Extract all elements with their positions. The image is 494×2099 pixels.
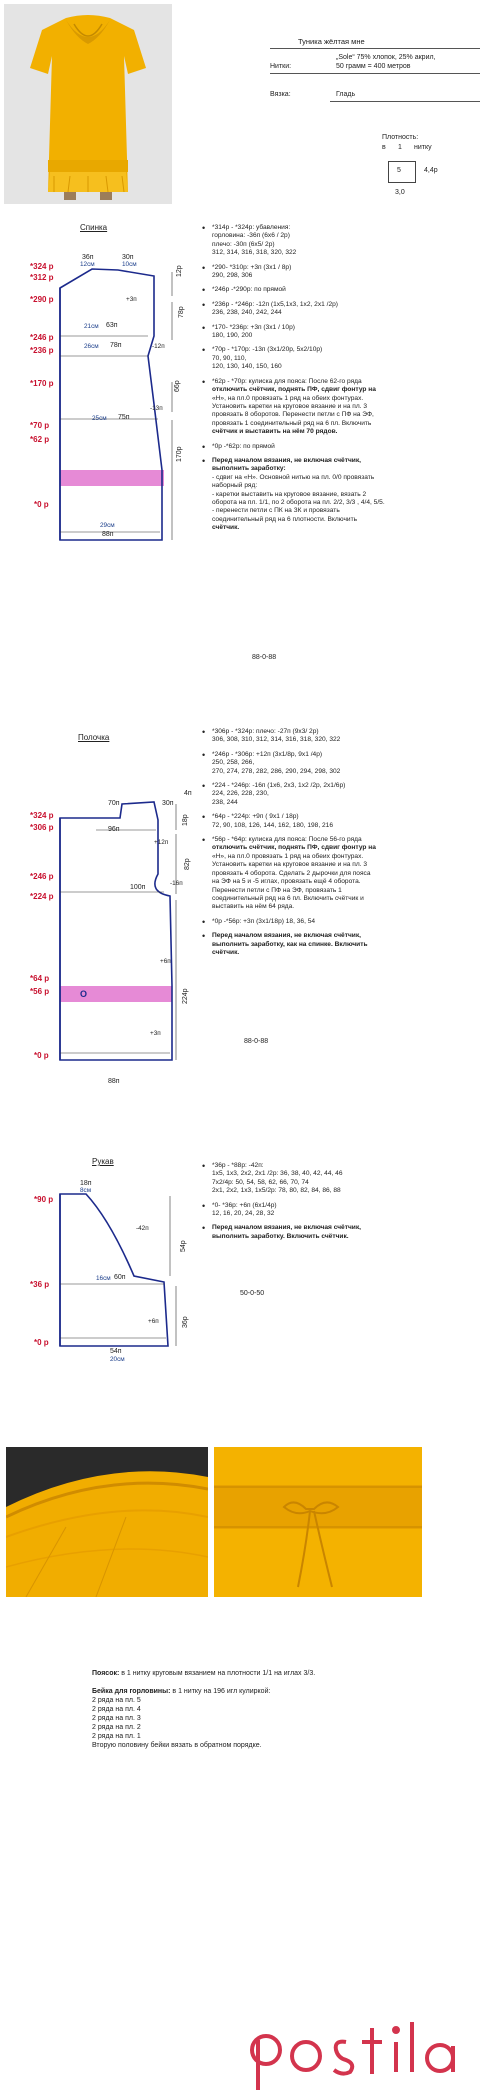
- sleeve-row-0: *0 р: [34, 1338, 49, 1347]
- back-row-70: *70 р: [30, 421, 50, 430]
- sleeve-title: Рукав: [92, 1157, 114, 1166]
- yarn-value-2: 50 грамм = 400 метров: [336, 63, 411, 70]
- sleeve-specs: • *36р - *88р: -42п: 1х5, 1х3, 2х2, 2х1 /2р: 36, 38, 40, 42, 44, 46 7х2/4р: 50, 54, 58, 62, 66, 70, 74 2х1, 2х2, 1х3, 1х5/2р: 78, 80, 82, 84, 86, 88 • *0- *36р: +6п (6х1/4р) 12, 16, 20, 24, 28, 32 • Перед началом вязания, не включая счётчик, выполнить заработку. Включить счётчик.: [200, 1162, 494, 1247]
- density-stitches: 3,0: [395, 189, 405, 196]
- back-row-290: *290 р: [30, 295, 54, 304]
- density-label: Плотность:: [382, 134, 419, 141]
- yarn-value-1: „Sole“ 75% хлопок, 25% акрил,: [336, 54, 436, 61]
- back-row-312: *312 р: [30, 273, 54, 282]
- back-row-236: *236 р: [30, 346, 54, 355]
- front-row-64: *64 р: [30, 974, 50, 983]
- back-specs: • *314р - *324р: убавления: горловина: -36п (6х6 / 2р) плечо: -30п (6х5/ 2р) 312, 314, 316, 318, 320, 322 • *290- *310р: +3п (3х1 / 8р) 290, 298, 306 • *246р -*290р: по прямой • *236р - *246р: -12п (1х5,1х3, 1х2, 2х1 /2р) 236, 238, 240, 242, 244 • *170- *236р: +3п (3х1 / 10р) 180, 190, 200 • *70р - *170р: -13п (3х1/20р, 5х2/10р) 70, 90, 110, 120, 130, 140, 150, 160 • *62р - *70р: кулиска для пояса: После 62-го ряда отключить счётчик, поднять ПФ, сдвиг фонтур на «Н», на пл.0 провязать 1 ряд на обеих фонтурах. Установить каретки на круговое вязание и на пл. 3 провязать 8 оборотов. Перенести петли с ПФ на ЭФ, провязать 1 соединительный ряд на 6 пл. Включить счётчик и выставить на нём 70 рядов. • *0р -*62р: по прямой • Перед началом вязания, не включая счётчик, выполнить заработку: - сдвиг на «Н». Основной нитью на пл. 0/0 провязать наборный ряд: - каретки выставить на круговое вязание, вязать 2 оборота на пл. 1/1, по 2 оборота на пл. 2/2, 3/3 , 4/4, 5/5. - перенести петли с ПК на ЗК и провязать соединительный ряд на 6 плотности. Включить счётчик.: [200, 224, 494, 539]
- back-code: 88-0-88: [252, 654, 277, 661]
- back-row-246: *246 р: [30, 333, 54, 342]
- density-rows: 4,4р: [424, 167, 438, 174]
- back-neck-st: 36п: [82, 254, 94, 261]
- neck-row-1: 2 ряда на пл. 5: [92, 1697, 141, 1704]
- front-specs: • *306р - *324р: плечо: -27п (9х3/ 2р) 306, 308, 310, 312, 314, 316, 318, 320, 322 • *246р - *306р: +12п (3х1/8р, 9х1 /4р) 250, 258, 266, 270, 274, 278, 282, 286, 290, 294, 298, 302 • *224 - *246р: -16п (1х6, 2х3, 1х2 /2р, 2х1/6р) 224, 226, 228, 230, 238, 244 • *64р - *224р: +9п ( 9х1 / 18р) 72, 90, 108, 126, 144, 162, 180, 198, 216 • *56р - *64р: кулиска для пояса: После 56-го ряда отключить счётчик, поднять ПФ, сдвиг фонтур на «Н», на пл.0 провязать 1 ряд на обеих фонтурах. Установить каретки на круговое вязание и на пл. 3 провязать 4 оборота. Сделать 2 дырочки для пояса на ЭФ на 5 и -5 иглах, провязать ещё 4 оборота. Перенести петли с ПФ на ЭФ, провязать 1 соединительный ряд на 6 пл. Включить счётчик и выставить на нём 64 ряда. • *0р -*56р: +3п (3х1/18р) 18, 36, 54 • Перед началом вязания, не включая счётчик, выполнить заработку, как на спинке. Включить счётчик.: [200, 728, 494, 963]
- front-code: 88-0-88: [244, 1038, 269, 1045]
- neck-final-note: Вторую половину бейки вязать в обратном порядке.: [92, 1742, 262, 1749]
- back-title: Спинка: [80, 223, 108, 232]
- back-row-324: *324 р: [30, 262, 54, 271]
- density-thread-2: 1: [398, 144, 402, 151]
- sleeve-row-90: *90 р: [34, 1195, 54, 1204]
- back-row-170: *170 р: [30, 379, 54, 388]
- postila-logo: [246, 2010, 486, 2096]
- front-row-56: *56 р: [30, 987, 50, 996]
- belt-note: Поясок: в 1 нитку круговым вязанием на плотности 1/1 на иглах 3/3.: [92, 1670, 316, 1677]
- sleeve-row-36: *36 р: [30, 1280, 50, 1289]
- drawstring-detail-photo: [214, 1447, 422, 1597]
- back-row-0: *0 р: [34, 500, 49, 509]
- back-diagram: [0, 236, 230, 566]
- knit-label: Вязка:: [270, 91, 291, 98]
- neck-row-4: 2 ряда на пл. 2: [92, 1724, 141, 1731]
- neckline-detail-photo: [6, 1447, 208, 1597]
- sleeve-code: 50-0-50: [240, 1290, 265, 1297]
- front-title: Полочка: [78, 733, 110, 742]
- neck-band-note: Бейка для горловины: в 1 нитку на 196 игл кулиркой:: [92, 1688, 271, 1695]
- front-row-224: *224 р: [30, 892, 54, 901]
- density-thread-3: нитку: [414, 144, 432, 151]
- back-row-62: *62 р: [30, 435, 50, 444]
- knit-value: Гладь: [336, 91, 356, 98]
- tunic-photo: [4, 4, 172, 204]
- pattern-title: Туника жёлтая мне: [298, 37, 365, 46]
- back-shoulder-st: 30п: [122, 254, 134, 261]
- front-row-0: *0 р: [34, 1051, 49, 1060]
- neck-row-2: 2 ряда на пл. 4: [92, 1706, 141, 1713]
- density-box: [388, 161, 416, 183]
- front-row-324: *324 р: [30, 811, 54, 820]
- neck-row-5: 2 ряда на пл. 1: [92, 1733, 141, 1740]
- yarn-label: Нитки:: [270, 63, 292, 70]
- neck-row-3: 2 ряда на пл. 3: [92, 1715, 141, 1722]
- density-thread-1: в: [382, 144, 386, 151]
- front-row-246: *246 р: [30, 872, 54, 881]
- front-row-306: *306 р: [30, 823, 54, 832]
- postila-watermark: [246, 2010, 486, 2096]
- density-box-value: 5: [397, 167, 401, 174]
